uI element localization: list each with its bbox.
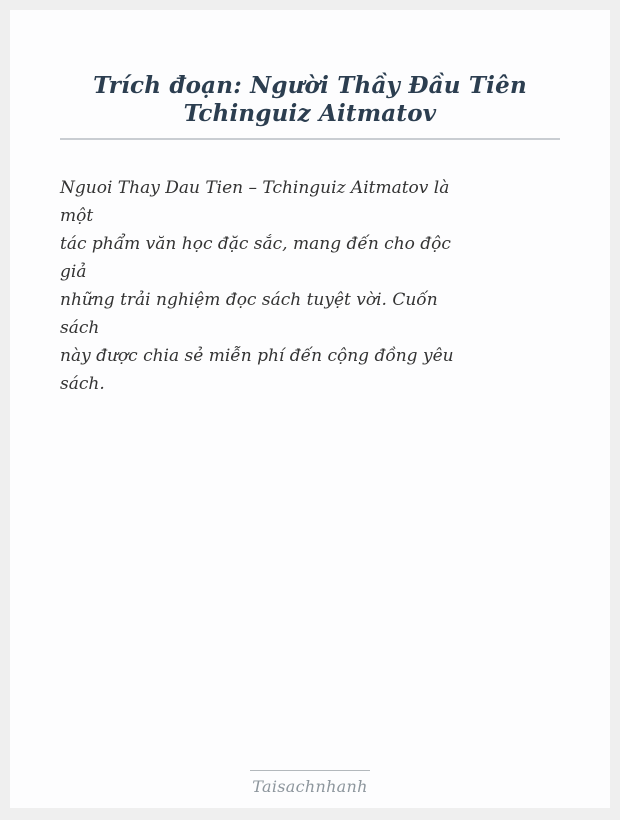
page-title: Trích đoạn: Người Thầy Đầu Tiên Tchinguiz Aitmatov — [93, 72, 527, 127]
body-text-line: sách — [60, 318, 100, 339]
page-footer — [10, 770, 610, 796]
body-text-line: giả — [60, 262, 87, 283]
body-text-line: những trải nghiệm đọc sách tuyệt vời. Cuốn — [60, 290, 438, 311]
body-text — [60, 174, 560, 398]
body-text-line: sách. — [60, 374, 105, 395]
footer-divider — [250, 770, 370, 771]
body-text-line: Nguoi Thay Dau Tien – Tchinguiz Aitmatov là — [60, 178, 450, 199]
body-text-line: một — [60, 206, 94, 227]
body-text-line: này được chia sẻ miễn phí đến cộng đồng yêu — [60, 346, 454, 367]
body-text-line: tác phẩm văn học đặc sắc, mang đến cho độc — [60, 234, 451, 255]
footer-brand: Taisachnhanh — [252, 777, 368, 796]
title-divider — [60, 138, 560, 140]
document-page — [10, 10, 610, 808]
